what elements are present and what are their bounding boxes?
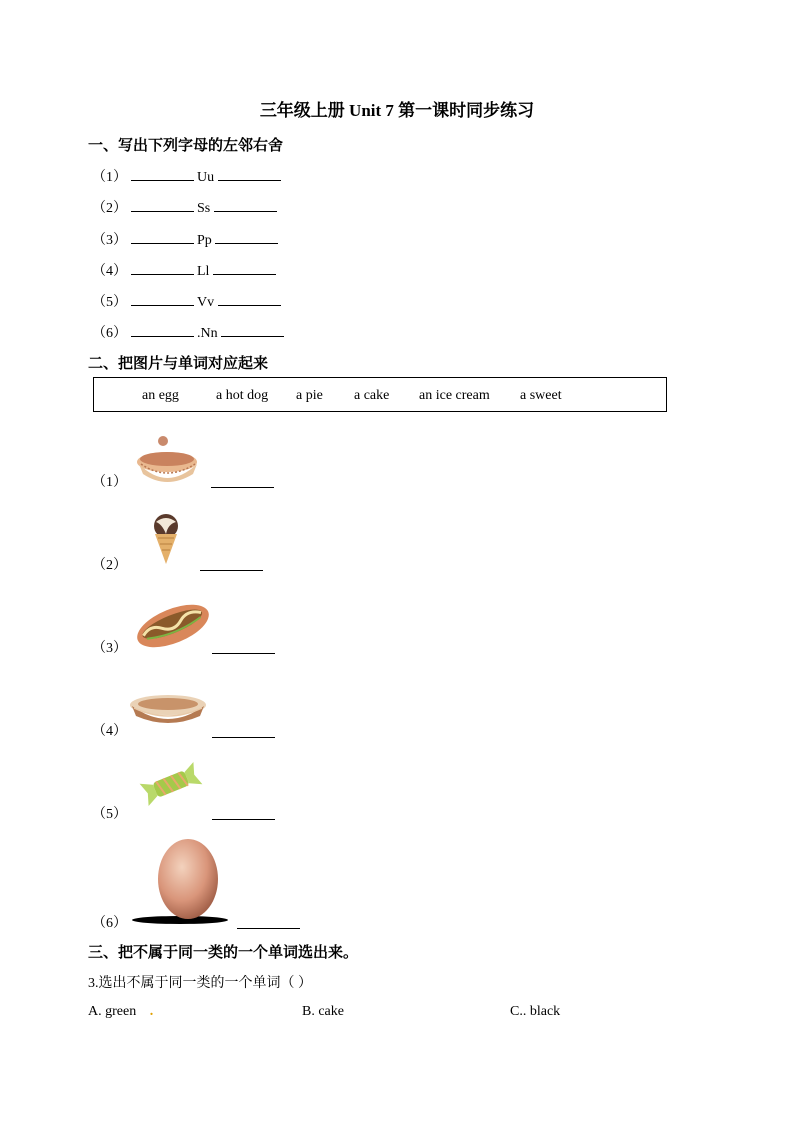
hot-dog-icon [132, 596, 214, 656]
answer-blank-left[interactable] [131, 231, 194, 244]
ice-cream-cone-icon [146, 512, 186, 568]
answer-line-4[interactable] [212, 737, 275, 738]
option-c[interactable]: C.. black [510, 1004, 561, 1019]
pie-icon [128, 688, 208, 728]
option-a[interactable] [88, 1004, 153, 1020]
section-2-heading: 二、把图片与单词对应起来 [88, 356, 269, 372]
answer-blank-left[interactable] [131, 168, 194, 181]
item-number-6: （6） [92, 916, 127, 931]
row-number: （4） [92, 264, 127, 279]
letter-row-5 [92, 291, 281, 311]
letter-row-1 [92, 166, 281, 186]
option-a-label: A. green [88, 1004, 137, 1019]
letter-row-6 [92, 322, 284, 342]
page-title: 三年级上册 Unit 7 第一课时同步练习 [259, 101, 535, 120]
answer-blank-right[interactable] [215, 231, 278, 244]
option-b[interactable]: B. cake [302, 1004, 344, 1019]
word-bank-item: a cake [354, 388, 390, 403]
word-bank-item: an egg [142, 388, 179, 403]
letter-label: Pp [197, 233, 212, 248]
item-number-2: （2） [92, 558, 127, 573]
answer-line-5[interactable] [212, 819, 275, 820]
item-number-5: （5） [92, 807, 127, 822]
row-number: （3） [92, 233, 127, 248]
item-number-3: （3） [92, 641, 127, 656]
answer-blank-left[interactable] [131, 199, 194, 212]
answer-blank-left[interactable] [131, 293, 194, 306]
tart-icon [135, 434, 213, 486]
answer-blank-right[interactable] [213, 262, 276, 275]
answer-blank-right[interactable] [214, 199, 277, 212]
section-3-heading: 三、把不属于同一类的一个单词选出来。 [88, 945, 359, 961]
letter-label: .Nn [197, 326, 218, 341]
row-number: （6） [92, 326, 127, 341]
egg-icon [130, 832, 230, 926]
answer-blank-right[interactable] [221, 324, 284, 337]
answer-blank-right[interactable] [218, 293, 281, 306]
word-bank-item: an ice cream [419, 388, 490, 403]
letter-label: Ss [197, 201, 211, 216]
answer-blank-right[interactable] [218, 168, 281, 181]
item-number-1: （1） [92, 475, 127, 490]
letter-row-2 [92, 197, 277, 217]
answer-blank-left[interactable] [131, 262, 194, 275]
answer-line-6[interactable] [237, 928, 300, 929]
row-number: （2） [92, 201, 127, 216]
wrapped-sweet-icon [138, 762, 204, 806]
word-bank-item: a pie [296, 388, 323, 403]
answer-blank-left[interactable] [131, 324, 194, 337]
letter-label: Vv [197, 295, 215, 310]
letter-row-3 [92, 229, 278, 249]
answer-line-2[interactable] [200, 570, 263, 571]
item-number-4: （4） [92, 724, 127, 739]
letter-label: Ll [197, 264, 210, 279]
option-a-mark: . [149, 1004, 154, 1019]
letter-row-4 [92, 260, 276, 280]
question-text: 3.选出不属于同一类的一个单词（ ） [88, 976, 312, 991]
letter-label: Uu [197, 170, 215, 185]
section-1-heading: 一、写出下列字母的左邻右舍 [88, 138, 284, 154]
row-number: （1） [92, 170, 127, 185]
word-bank-item: a hot dog [216, 388, 269, 403]
word-bank-item: a sweet [520, 388, 562, 403]
answer-line-1[interactable] [211, 487, 274, 488]
answer-line-3[interactable] [212, 653, 275, 654]
row-number: （5） [92, 295, 127, 310]
